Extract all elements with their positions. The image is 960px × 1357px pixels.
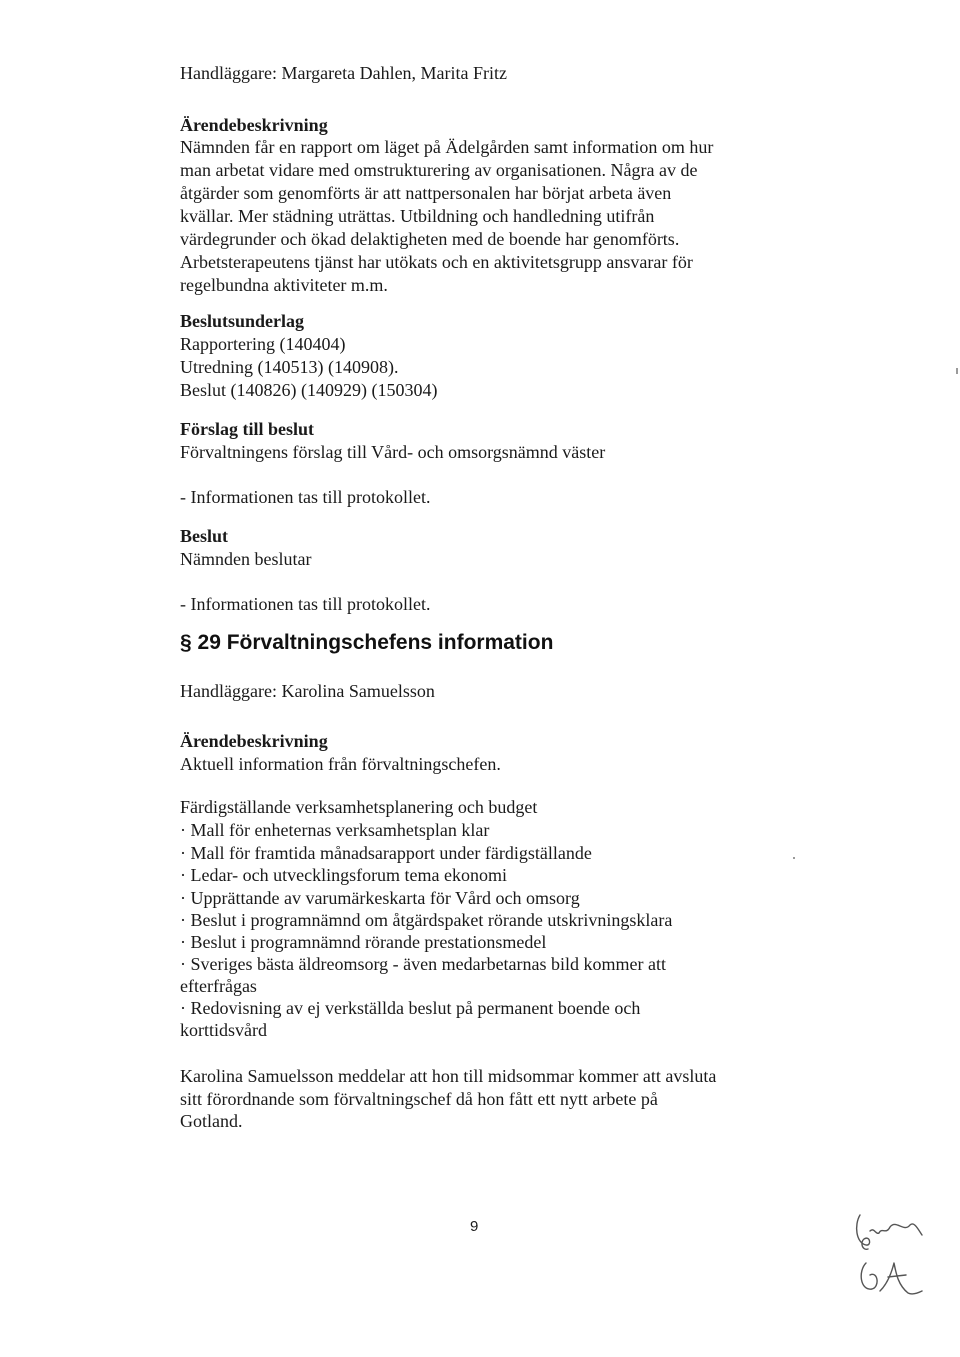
- beslutsunderlag-item: Rapportering (140404): [180, 334, 346, 354]
- beslut-text: Nämnden beslutar: [180, 549, 312, 569]
- closing-text-line: Karolina Samuelsson meddelar att hon till midsommar kommer att avsluta: [180, 1066, 717, 1086]
- arende-text-line: Arbetsterapeutens tjänst har utökats och en aktivitetsgrupp ansvarar för: [180, 252, 693, 272]
- list-item: · Sveriges bästa äldreomsorg - även medarbetarnas bild kommer att: [180, 954, 667, 974]
- arende-text-line: värdegrunder och ökad delaktigheten med de boende har genomförts.: [180, 229, 680, 249]
- list-item: · Mall för enheternas verksamhetsplan klar: [180, 820, 490, 840]
- section-heading: § 29 Förvaltningschefens information: [180, 631, 554, 654]
- beslutsunderlag-heading: Beslutsunderlag: [180, 311, 305, 331]
- beslut-item: - Informationen tas till protokollet.: [180, 594, 431, 614]
- beslut-heading: Beslut: [180, 526, 229, 546]
- forslag-item: - Informationen tas till protokollet.: [180, 487, 431, 507]
- arende-text-line: Nämnden får en rapport om läget på Ädelgården samt information om hur: [180, 137, 714, 157]
- handlaggare-line: Handläggare: Margareta Dahlen, Marita Fritz: [180, 63, 508, 83]
- list-item: · Beslut i programnämnd rörande prestationsmedel: [180, 932, 547, 952]
- list-item: · Redovisning av ej verkställda beslut på permanent boende och: [180, 998, 641, 1018]
- arendebeskrivning-heading: Ärendebeskrivning: [180, 731, 328, 751]
- beslutsunderlag-item: Utredning (140513) (140908).: [180, 357, 399, 377]
- arendebeskrivning-heading: Ärendebeskrivning: [180, 115, 328, 135]
- closing-text-line: sitt förordnande som förvaltningschef då hon fått ett nytt arbete på: [180, 1089, 658, 1109]
- arende-text-line: åtgärder som genomförts är att nattpersonalen har börjat arbeta även: [180, 183, 672, 203]
- list-item: · Mall för framtida månadsarapport under färdigställande: [180, 843, 592, 863]
- scan-speck: [956, 368, 958, 374]
- arende-text-line: man arbetat vidare med omstrukturering av organisationen. Några av de: [180, 160, 698, 180]
- arende-text-line: Aktuell information från förvaltningschefen.: [180, 754, 501, 774]
- forslag-text: Förvaltningens förslag till Vård- och omsorgsnämnd väster: [180, 442, 606, 462]
- forslag-heading: Förslag till beslut: [180, 419, 314, 439]
- signature-icon: [848, 1205, 944, 1305]
- list-item: · Beslut i programnämnd om åtgärdspaket rörande utskrivningsklara: [180, 910, 673, 930]
- list-item-continuation: korttidsvård: [180, 1020, 267, 1040]
- page-number: 9: [470, 1218, 479, 1235]
- beslutsunderlag-item: Beslut (140826) (140929) (150304): [180, 380, 438, 400]
- list-title: Färdigställande verksamhetsplanering och budget: [180, 797, 538, 817]
- list-item: · Upprättande av varumärkeskarta för Vård och omsorg: [180, 888, 580, 908]
- list-item-continuation: efterfrågas: [180, 976, 257, 996]
- scan-speck: [793, 857, 795, 859]
- closing-text-line: Gotland.: [180, 1111, 243, 1131]
- list-item: · Ledar- och utvecklingsforum tema ekonomi: [180, 865, 508, 885]
- handlaggare-line: Handläggare: Karolina Samuelsson: [180, 681, 435, 701]
- arende-text-line: kvällar. Mer städning uträttas. Utbildning och handledning utifrån: [180, 206, 655, 226]
- arende-text-line: regelbundna aktiviteter m.m.: [180, 275, 388, 295]
